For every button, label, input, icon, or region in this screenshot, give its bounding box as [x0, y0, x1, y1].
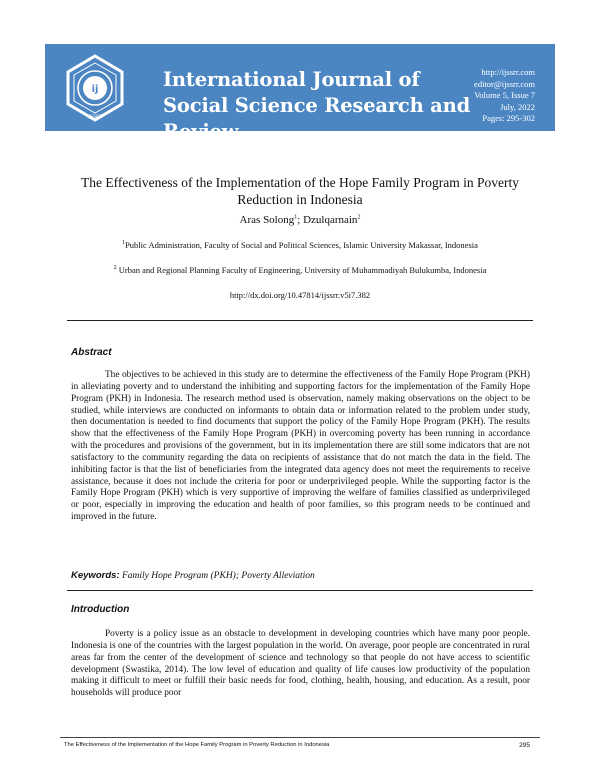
footer-divider — [60, 737, 540, 738]
journal-website-link[interactable]: http://ijssrr.com — [481, 67, 535, 77]
author-separator: ; — [297, 214, 304, 226]
keywords-value: Family Hope Program (PKH); Poverty Alleviation — [121, 571, 315, 581]
paper-authors — [0, 214, 600, 226]
introduction-body — [71, 629, 530, 700]
keywords-label: Keywords: — [71, 570, 120, 581]
doi-link[interactable]: http://dx.doi.org/10.47814/ijssrr.v5i7.382 — [229, 290, 371, 300]
affiliation-mark: 2 — [113, 265, 117, 272]
affiliation — [0, 265, 600, 275]
affiliation-text: Urban and Regional Planning Faculty of Engineering, University of Muhammadiyah Bulukumba, Indonesia — [118, 265, 487, 275]
journal-pages: Pages: 295-302 — [482, 113, 535, 123]
author-name: Aras Solong — [239, 214, 295, 226]
divider — [67, 320, 533, 321]
journal-logo-icon — [61, 54, 129, 122]
footer-running-title: The Effectiveness of the Implementation of the Hope Family Program in Poverty Reduction in Indonesia — [64, 742, 330, 748]
journal-title: International Journal of Social Science Research and Review — [163, 68, 471, 143]
author-affiliation-mark: 1 — [294, 214, 298, 221]
keywords — [71, 570, 315, 581]
footer-page-number: 295 — [519, 742, 530, 749]
svg-text:ij: ij — [91, 84, 99, 95]
abstract-paragraph: The objectives to be achieved in this study are to determine the effectiveness of the Family Hope Program (PKH) in alleviating poverty and to understand the inhibiting and supporting factors for the implementation of the Family Hope Program (PKH) in Indonesia. The research method used is observation, namely making observations on the object to be studied, while interviews are conducted on informants to obtain data or information related to the problem under study, then documentation is needed to find documents that support the policy of the Family Hope Program (PKH). The results show that the effectiveness of the Family Hope Program (PKH) in overcoming poverty has been running in accordance with the procedures and provisions of the government, but in its implementation there are still some indicators that are not satisfactory to the community regarding the data on recipients of assistance that do not match the data in the field. The inhibiting factor is that the list of beneficiaries from the integrated data agency does not meet the requirements to receive assistance, because it does not include the criteria for poor or underprivileged people. While the supporting factor is the Family Hope Program (PKH) which is very supportive of improving the welfare of families classified as underprivileged or poor, especially in improving the education and health of poor families, so this program needs to be continued and improved in the future. — [71, 370, 530, 523]
author-name: Dzulqarnain — [303, 214, 358, 226]
journal-email-link[interactable]: editor@ijssrr.com — [474, 78, 535, 89]
introduction-paragraph: Poverty is a policy issue as an obstacle to development in developing countries which have many poor people. Indonesia is one of the countries with the largest population in the world. On average, poor people are concentrated in rural areas far from the center of the development of science and technology so that people do not have access to scientific development (Swastika, 2014). The low level of education and quality of life causes low productivity of the population making it difficult to meet or fulfill their basic needs for food, clothing, health, housing, and education. As a result, poor households will produce poor — [71, 629, 530, 699]
journal-date: July, 2022 — [500, 101, 535, 112]
affiliation-text: Public Administration, Faculty of Social and Political Sciences, Islamic University Makassar, Indonesia — [125, 240, 478, 250]
introduction-heading: Introduction — [71, 604, 130, 615]
paper-title: The Effectiveness of the Implementation of the Hope Family Program in Poverty Reduction in Indonesia — [80, 175, 520, 207]
divider — [67, 590, 533, 591]
journal-meta — [455, 67, 535, 125]
abstract-heading: Abstract — [71, 347, 112, 358]
abstract-body — [71, 370, 530, 524]
journal-banner — [45, 44, 555, 143]
logo-text: IJSSRR — [87, 115, 103, 120]
affiliation — [0, 240, 600, 250]
journal-volume-issue: Volume 5, Issue 7 — [474, 90, 535, 100]
affiliation-mark: 1 — [122, 240, 126, 247]
author-affiliation-mark: 2 — [357, 214, 361, 221]
